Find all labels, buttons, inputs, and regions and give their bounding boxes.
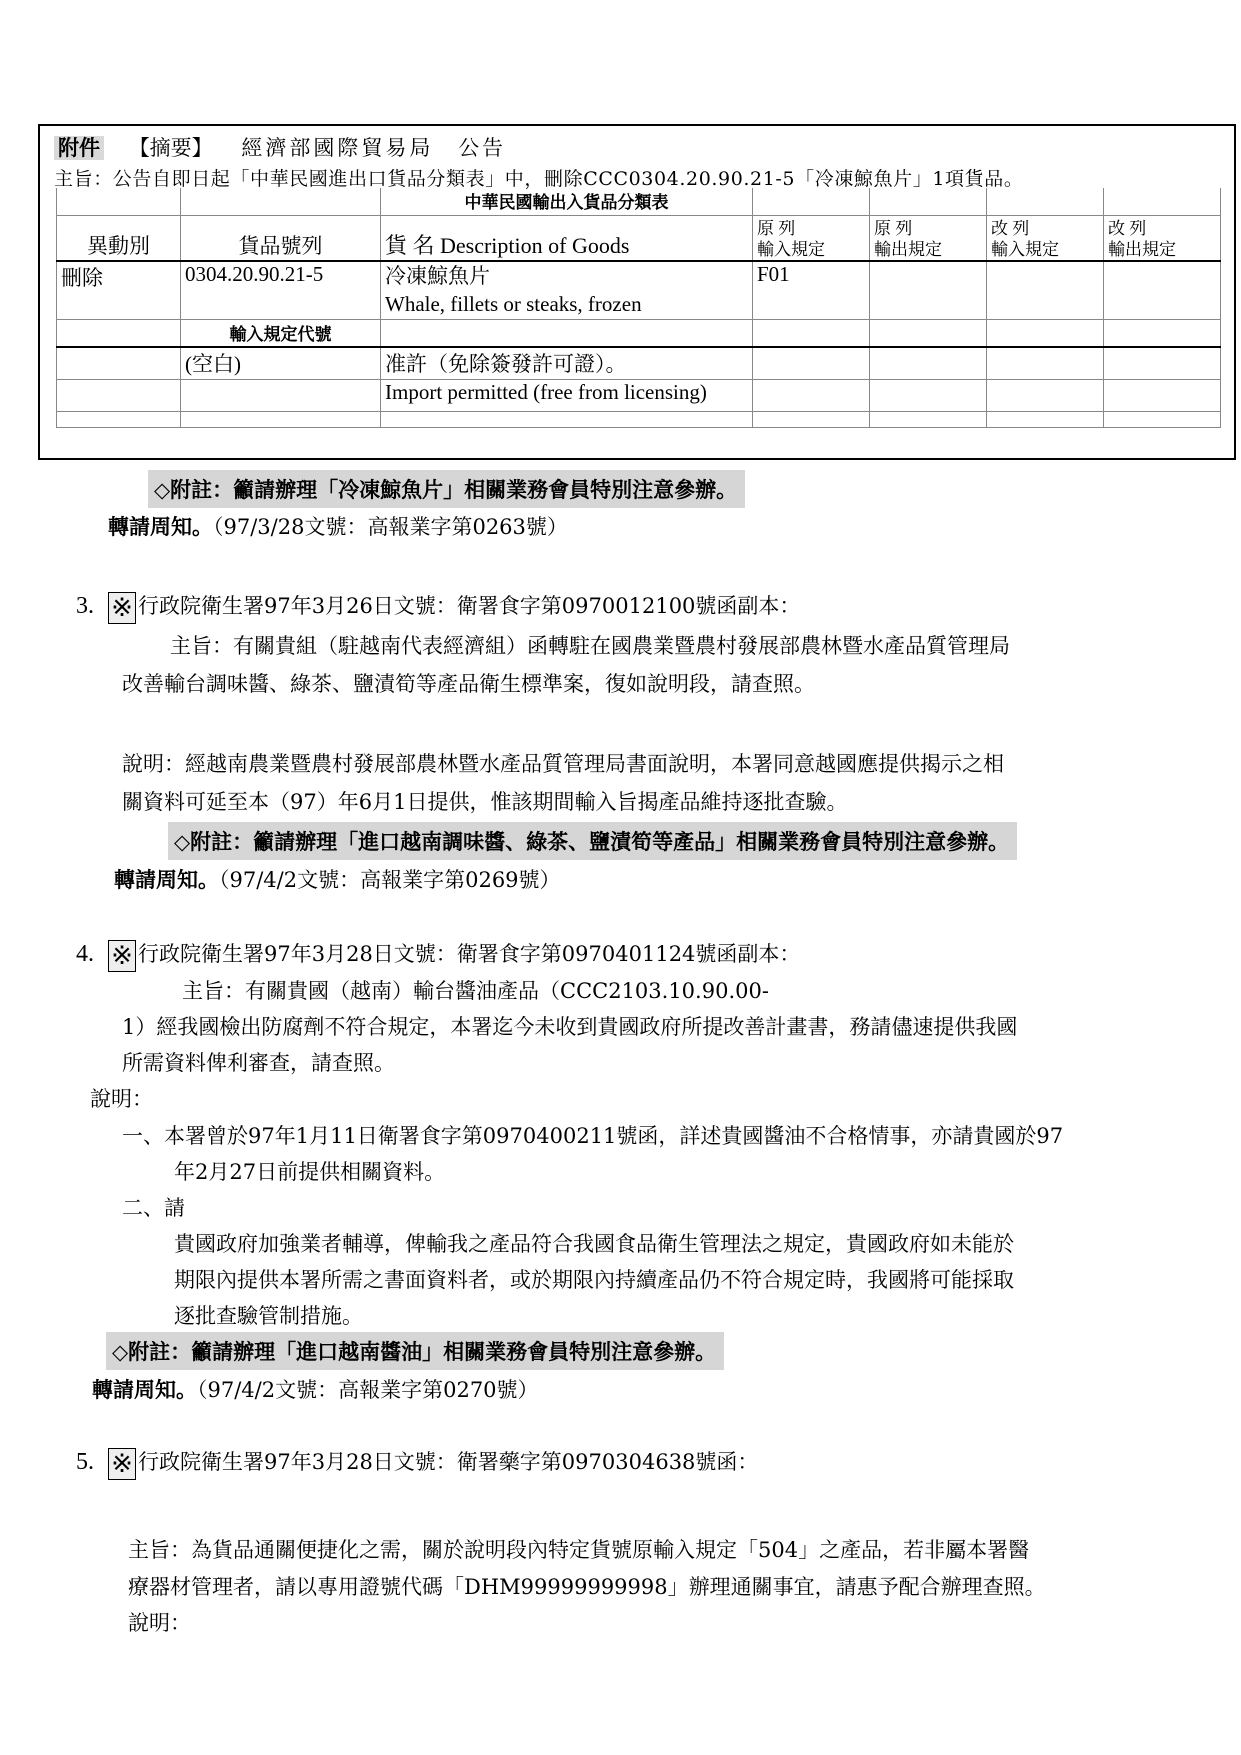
header-new-import (987, 215, 1104, 261)
item-3-explain-1: 說明：經越南農業暨農村發展部農林暨水產品質管理局書面說明，本署同意越國應提供揭示之相 (122, 752, 1004, 776)
code-desc-zh: 准許（免除簽發許可證）。 (381, 347, 753, 379)
header-orig-import-top: 原 列 (757, 219, 796, 238)
forward-ref: （97/4/2文號：高報業字第0269號） (219, 868, 561, 892)
announcement-subject: 主旨：公告自即日起「中華民國進出口貨品分類表」中，刪除CCC0304.20.90.21-5「冷凍鯨魚片」1項貨品。 (54, 168, 1024, 190)
item-3-subject-1: 主旨：有關貴組（駐越南代表經濟組）函轉駐在國農業暨農村發展部農林暨水產品質管理局 (170, 634, 1010, 658)
header-new-export-bottom: 輸出規定 (1108, 240, 1176, 259)
item-number: 4. (76, 941, 94, 967)
cell-goods-name (381, 261, 753, 319)
item-4-point-1b: 年2月27日前提供相關資料。 (174, 1160, 446, 1184)
forward-line (114, 864, 561, 894)
header-orig-export (870, 215, 987, 261)
item-4-point-2a: 貴國政府加強業者輔導，俾輸我之產品符合我國食品衛生管理法之規定，貴國政府如未能於 (174, 1232, 1014, 1256)
header-new-export (1104, 215, 1221, 261)
reference-mark-icon: ※ (108, 1448, 136, 1480)
code-value: (空白) (181, 347, 381, 379)
header-new-import-top: 改 列 (991, 219, 1030, 238)
attachment-label: 附件 (54, 136, 104, 160)
item-number: 5. (76, 1449, 94, 1475)
header-orig-export-top: 原 列 (874, 219, 913, 238)
item-4-point-2-label: 二、請 (122, 1196, 185, 1220)
item-4-point-2b: 期限內提供本署所需之書面資料者，或於期限內持續產品仍不符合規定時，我國將可能採取 (174, 1268, 1014, 1292)
item-4-subject-1: 主旨：有關貴國（越南）輸台醬油產品（CCC2103.10.90.00- (182, 979, 769, 1003)
item-5-heading (76, 1446, 758, 1480)
forward-ref: （97/4/2文號：高報業字第0270號） (197, 1378, 539, 1402)
item-number: 3. (76, 593, 94, 619)
item-3-explain-2: 關資料可延至本（97）年6月1日提供，惟該期間輸入旨揭產品維持逐批查驗。 (122, 790, 848, 814)
classification-table (56, 188, 1221, 428)
item-5-explain-label: 說明： (128, 1611, 191, 1635)
note-whale-fillet: ◇附註：籲請辦理「冷凍鯨魚片」相關業務會員特別注意參辦。 (148, 470, 745, 508)
note-vietnam-sauce: ◇附註：籲請辦理「進口越南調味醬、綠茶、鹽漬筍等產品」相關業務會員特別注意參辦。 (168, 822, 1017, 860)
table-row (57, 347, 1221, 379)
summary-label: 【摘要】 (128, 136, 213, 160)
table-row (57, 261, 1221, 319)
forward-label: 轉請周知。 (108, 515, 213, 539)
announcement-box (38, 124, 1236, 460)
header-new-export-top: 改 列 (1108, 219, 1147, 238)
forward-line (108, 511, 568, 541)
code-header: 輸入規定代號 (181, 319, 381, 347)
item-3-subject-2: 改善輸台調味醬、綠茶、鹽漬筍等產品衛生標準案，復如說明段，請查照。 (122, 672, 815, 696)
header-orig-import (753, 215, 870, 261)
notice-word: 公告 (458, 136, 507, 160)
cell-orig-import: F01 (753, 261, 870, 319)
item-heading-text: 行政院衛生署97年3月28日文號：衛署食字第0970401124號函副本： (138, 942, 801, 966)
issuer: 經濟部國際貿易局 (241, 136, 434, 160)
header-orig-import-bottom: 輸入規定 (757, 240, 825, 259)
item-4-point-1a: 一、本署曾於97年1月11日衛署食字第0970400211號函，詳述貴國醬油不合格情事，亦請貴國於97 (122, 1124, 1064, 1148)
cell-item-no: 0304.20.90.21-5 (181, 261, 381, 319)
forward-label: 轉請周知。 (92, 1378, 197, 1402)
header-orig-export-bottom: 輸出規定 (874, 240, 942, 259)
reference-mark-icon: ※ (108, 940, 136, 972)
announcement-header (54, 132, 506, 162)
item-3-heading (76, 590, 800, 624)
forward-label: 轉請周知。 (114, 868, 219, 892)
header-goods-name: 貨 名 Description of Goods (381, 215, 753, 261)
item-5-subject-1: 主旨：為貨品通關便捷化之需，關於說明段內特定貨號原輸入規定「504」之產品，若非屬本署醫 (128, 1538, 1030, 1562)
item-4-subject-3: 所需資料俾利審查，請查照。 (122, 1051, 395, 1075)
cell-name-zh: 冷凍鯨魚片 (385, 264, 490, 288)
header-item-no: 貨品號列 (181, 215, 381, 261)
forward-ref: （97/3/28文號：高報業字第0263號） (213, 515, 568, 539)
table-row (57, 379, 1221, 411)
note-vietnam-soy-sauce: ◇附註：籲請辦理「進口越南醬油」相關業務會員特別注意參辦。 (106, 1332, 724, 1370)
header-change-type: 異動別 (57, 215, 181, 261)
code-desc-en: Import permitted (free from licensing) (381, 379, 753, 411)
cell-name-en: Whale, fillets or steaks, frozen (385, 292, 642, 316)
header-new-import-bottom: 輸入規定 (991, 240, 1059, 259)
item-heading-text: 行政院衛生署97年3月28日文號：衛署藥字第0970304638號函： (138, 1450, 759, 1474)
item-4-subject-2: 1）經我國檢出防腐劑不符合規定，本署迄今未收到貴國政府所提改善計畫書，務請儘速提供我國 (122, 1015, 1018, 1039)
item-4-explain-label: 說明： (90, 1087, 153, 1111)
table-title: 中華民國輸出入貨品分類表 (381, 188, 753, 215)
item-4-point-2c: 逐批查驗管制措施。 (174, 1304, 363, 1328)
cell-change-type: 刪除 (57, 261, 181, 319)
forward-line (92, 1374, 539, 1404)
item-5-subject-2: 療器材管理者，請以專用證號代碼「DHM99999999998」辦理通關事宜，請惠予配合辦理查照。 (128, 1575, 1046, 1599)
item-4-heading (76, 938, 800, 972)
item-heading-text: 行政院衛生署97年3月26日文號：衛署食字第0970012100號函副本： (138, 594, 801, 618)
reference-mark-icon: ※ (108, 592, 136, 624)
